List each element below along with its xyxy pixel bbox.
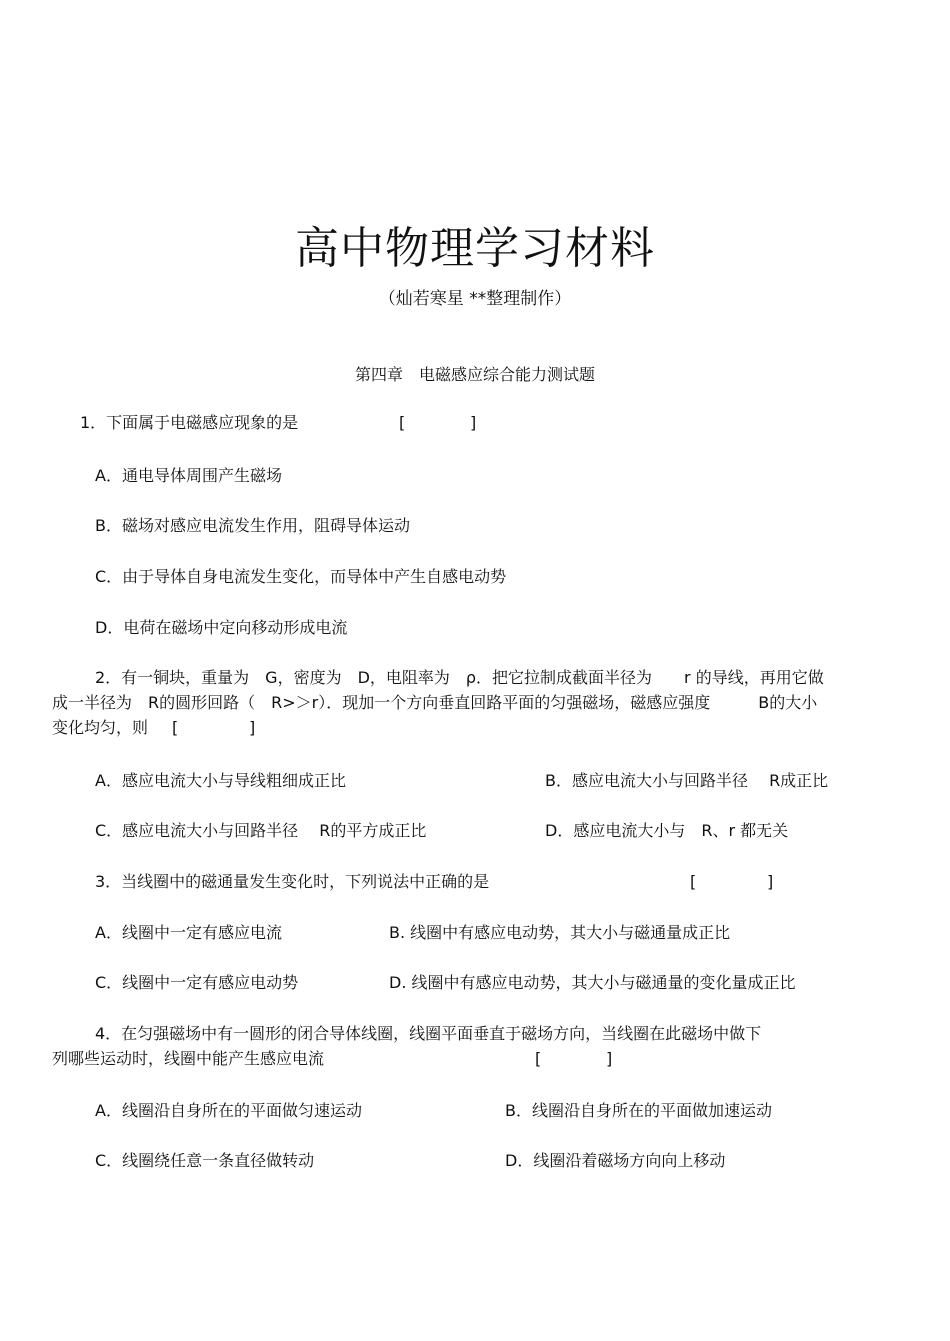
question-3-option-d: D. 线圈中有感应电动势，其大小与磁通量的变化量成正比	[389, 973, 796, 992]
question-1-bracket-close: ]	[470, 413, 477, 432]
question-2-bracket-close: ]	[249, 718, 256, 737]
question-2-option-d: D．感应电流大小与 R、r 都无关	[545, 821, 789, 840]
question-4-option-c: C．线圈绕任意一条直径做转动	[95, 1151, 315, 1170]
question-1-option-a: A．通电导体周围产生磁场	[95, 466, 282, 485]
question-1-bracket-open: [	[399, 413, 406, 432]
question-3-option-a: A．线圈中一定有感应电流	[95, 923, 282, 942]
question-4-stem-line-1: 4．在匀强磁场中有一圆形的闭合导体线圈，线圈平面垂直于磁场方向，当线圈在此磁场中做下	[95, 1024, 762, 1043]
question-1-option-b: B．磁场对感应电流发生作用，阻碍导体运动	[95, 516, 410, 535]
question-4-option-d: D．线圈沿着磁场方向向上移动	[505, 1151, 726, 1170]
question-4-option-b: B．线圈沿自身所在的平面做加速运动	[505, 1101, 772, 1120]
question-1-option-c: C．由于导体自身电流发生变化，而导体中产生自感电动势	[95, 567, 507, 586]
question-2-option-b: B．感应电流大小与回路半径 R成正比	[545, 771, 829, 790]
question-2-option-a: A．感应电流大小与导线粗细成正比	[95, 771, 346, 790]
question-4-stem-line-2: 列哪些运动时，线圈中能产生感应电流	[52, 1049, 325, 1068]
question-3-bracket-close: ]	[767, 872, 774, 891]
question-4-bracket-close: ]	[606, 1049, 613, 1068]
question-4-bracket-open: [	[535, 1049, 542, 1068]
question-4-option-a: A．线圈沿自身所在的平面做匀速运动	[95, 1101, 362, 1120]
question-2-option-c: C．感应电流大小与回路半径 R的平方成正比	[95, 821, 427, 840]
question-1-option-d: D．电荷在磁场中定向移动形成电流	[95, 618, 348, 637]
page-title: 高中物理学习材料	[295, 223, 655, 274]
question-3-bracket-open: [	[690, 872, 697, 891]
question-1-stem: 1．下面属于电磁感应现象的是	[80, 413, 299, 432]
question-3-option-b: B. 线圈中有感应电动势，其大小与磁通量成正比	[389, 923, 731, 942]
question-2-stem-line-3: 变化均匀，则	[52, 718, 149, 737]
question-2-stem-line-1: 2．有一铜块，重量为 G，密度为 D，电阻率为 ρ．把它拉制成截面半径为 r 的导线，再用它做	[95, 668, 824, 687]
page-subtitle: （灿若寒星 **整理制作）	[378, 289, 572, 309]
chapter-heading: 第四章 电磁感应综合能力测试题	[354, 365, 595, 384]
question-2-stem-line-2: 成一半径为 R的圆形回路（ R>＞r）．现加一个方向垂直回路平面的匀强磁场，磁感应强度 B的大小	[52, 693, 818, 712]
question-3-stem: 3．当线圈中的磁通量发生变化时，下列说法中正确的是	[95, 872, 490, 891]
question-3-option-c: C．线圈中一定有感应电动势	[95, 973, 299, 992]
question-2-bracket-open: [	[172, 718, 179, 737]
